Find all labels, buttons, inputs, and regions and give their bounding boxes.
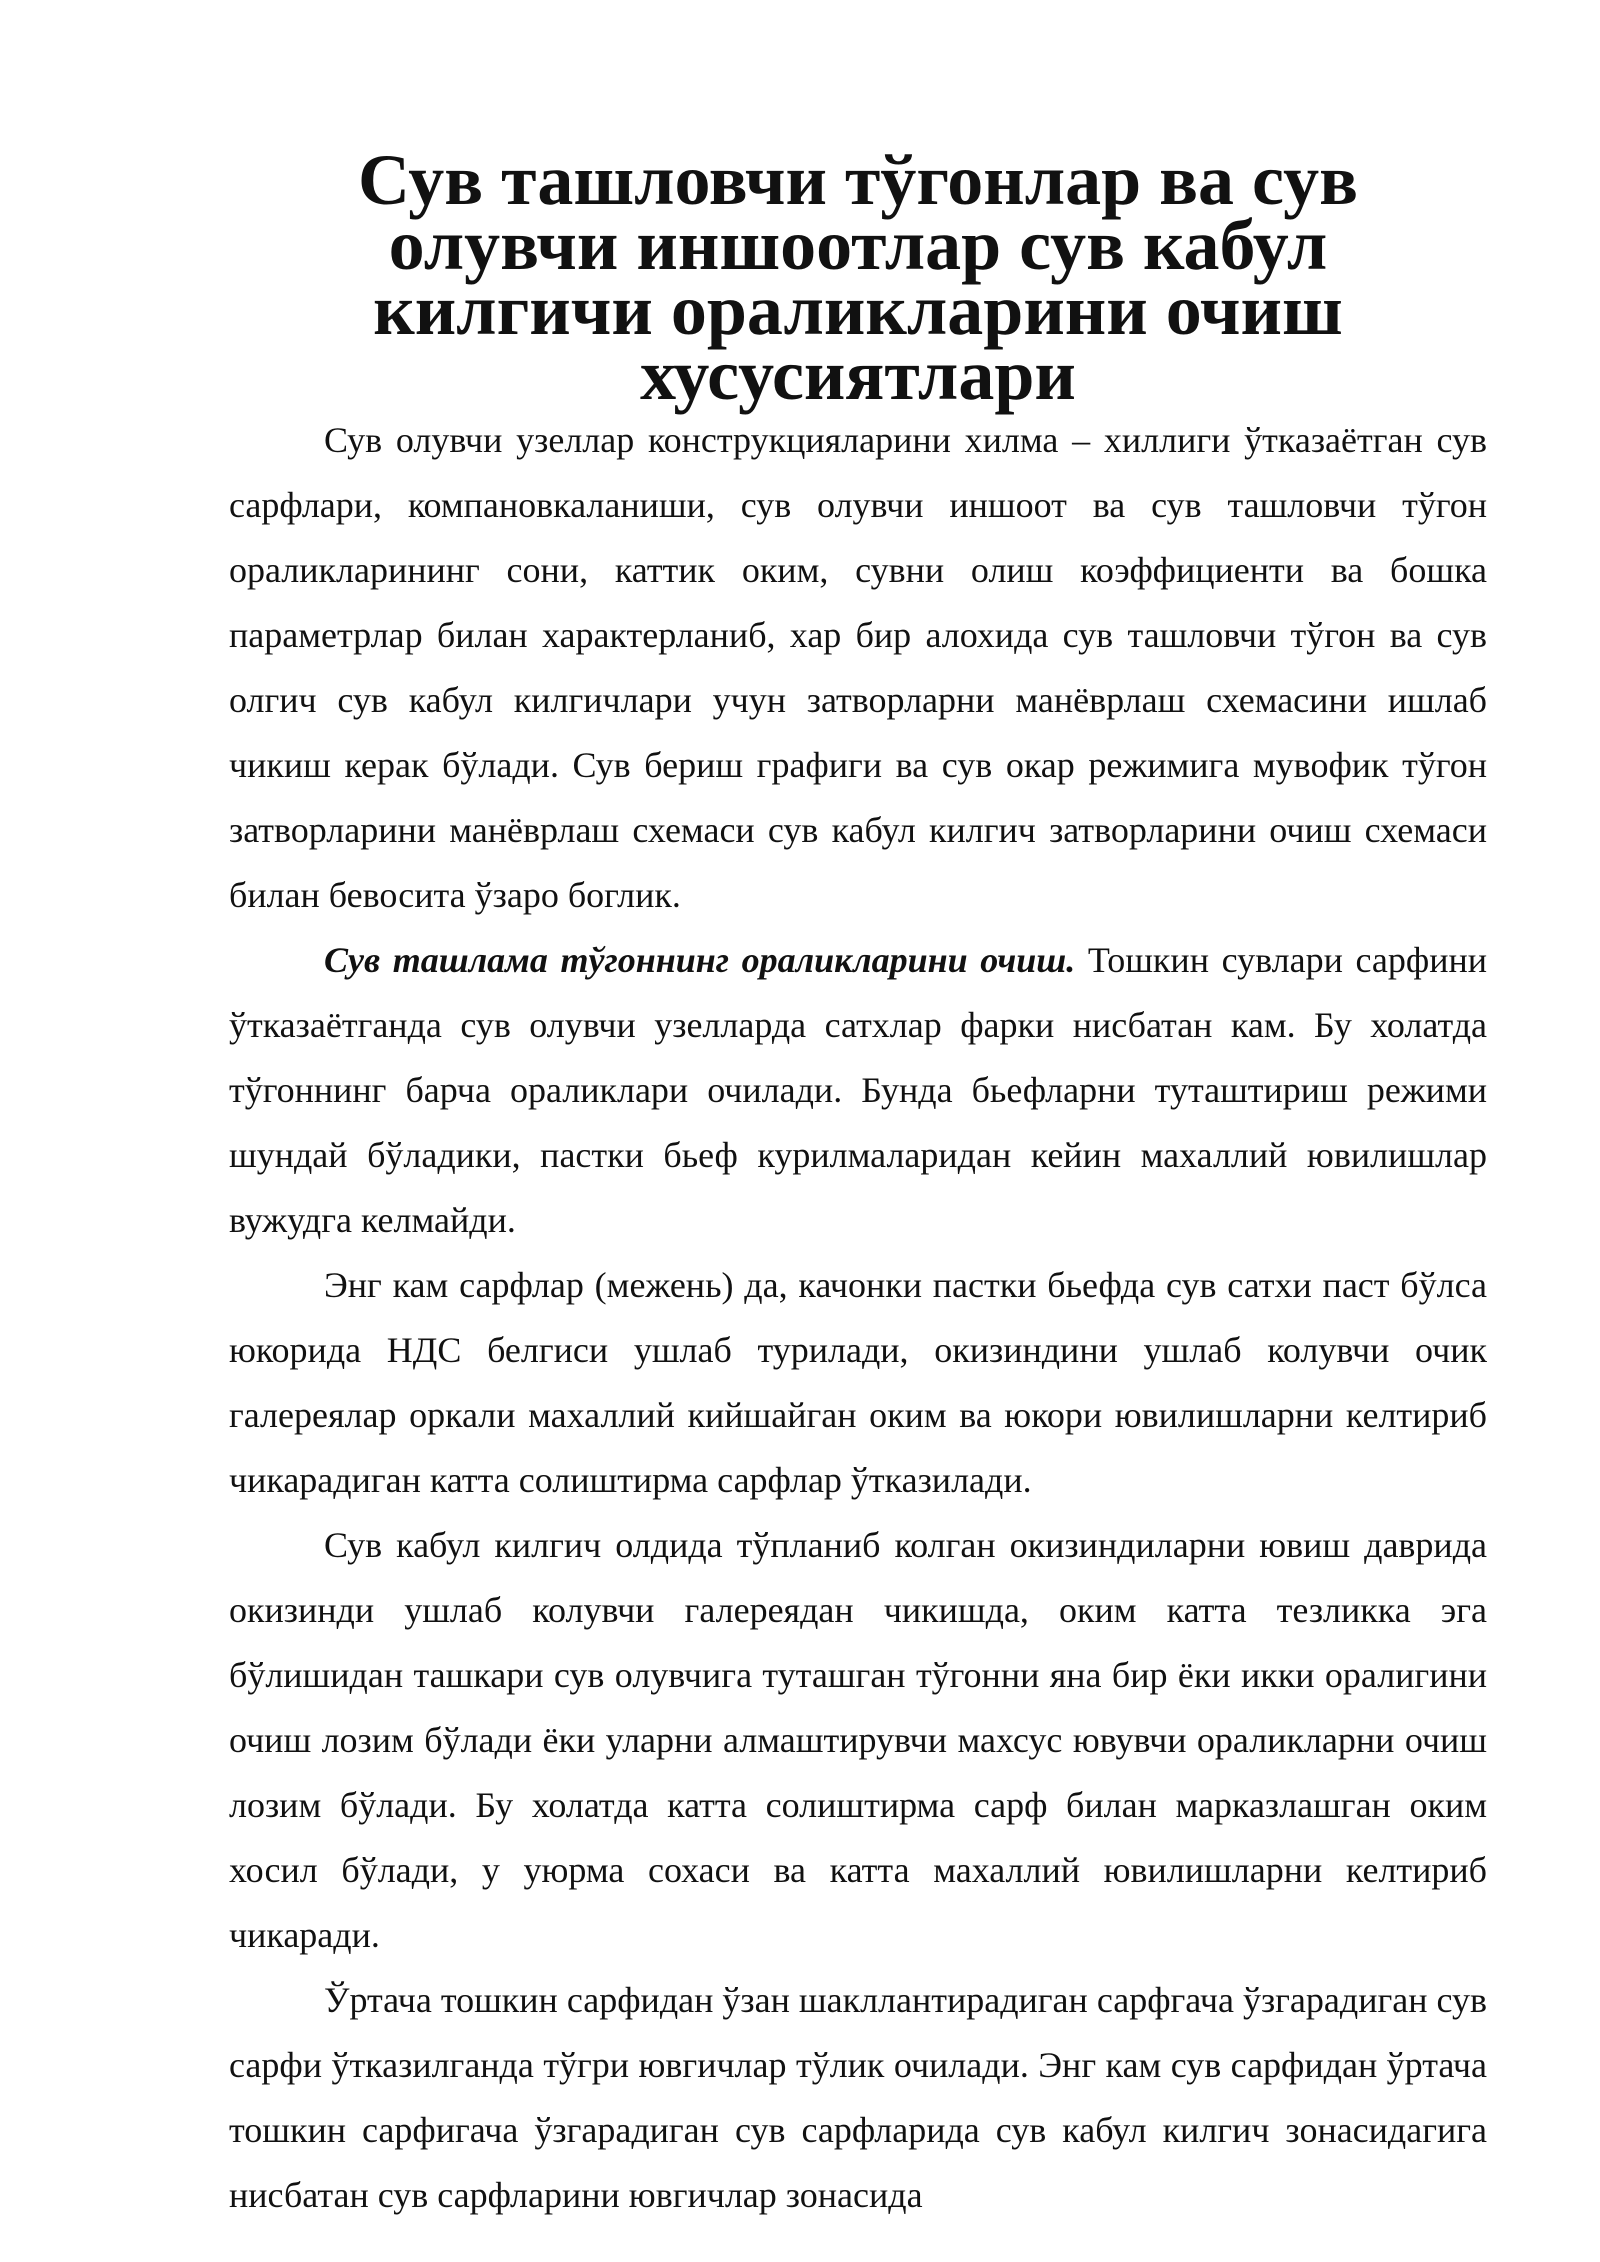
document-title: Сув ташловчи тўгонлар ва сув олувчи иншоотлар сув кабул килгичи ораликларини очиш хусусиятлари	[358, 140, 1358, 415]
paragraph-5-text: Ўртача тошкин сарфидан ўзан шакллантирадиган сарфгача ўзгарадиган сув сарфи ўтказилганда тўгри ювгичлар тўлик очилади. Энг кам сув сарфидан ўртача тошкин сарфигача ўзгарадиган сув сарфларида сув кабул килгич зонасидагига нисбатан сув сарфларини ювгичлар зонасида	[229, 1980, 1487, 2215]
paragraph-2-text: Тошкин сувлари сарфини ўтказаётганда сув олувчи узелларда сатхлар фарки нисбатан кам. Бу холатда тўгоннинг барча ораликлари очилади. Бунда бьефларни туташтириш режими шундай бўладики, пастки бьеф курилмаларидан кейин махаллий ювилишлар вужудга келмайди.	[229, 940, 1488, 1240]
paragraph-4	[229, 1513, 1487, 1968]
paragraph-3	[229, 1253, 1487, 1513]
paragraph-1	[229, 408, 1487, 928]
paragraph-4-text: Сув кабул килгич олдида тўпланиб колган окизиндиларни ювиш даврида окизинди ушлаб колувчи галереядан чикишда, оким катта тезликка эга бўлишидан ташкари сув олувчига туташган тўгонни яна бир ёки икки оралигини очиш лозим бўлади ёки уларни алмаштирувчи махсус ювувчи ораликларни очиш лозим бўлади. Бу холатда катта солиштирма сарф билан марказлашган оким хосил бўлади, у уюрма сохаси ва катта махаллий ювилишларни келтириб чикаради.	[229, 1525, 1487, 1955]
paragraph-2-lead: Сув ташлама тўгоннинг ораликларини очиш.	[324, 940, 1076, 980]
paragraph-3-text: Энг кам сарфлар (межень) да, качонки пастки бьефда сув сатхи паст бўлса юкорида НДС белгиси ушлаб турилади, окизиндини ушлаб колувчи очик галереялар оркали махаллий кийшайган оким ва юкори ювилишларни келтириб чикарадиган катта солиштирма сарфлар ўтказилади.	[229, 1265, 1487, 1500]
document-page	[229, 140, 1488, 2228]
paragraph-2	[229, 928, 1487, 1253]
paragraph-5	[229, 1968, 1487, 2228]
paragraph-1-text: Сув олувчи узеллар конструкцияларини хилма – хиллиги ўтказаётган сув сарфлари, компановкаланиши, сув олувчи иншоот ва сув ташловчи тўгон ораликларининг сони, каттик оким, сувни олиш коэффициенти ва бошка параметрлар билан характерланиб, хар бир алохида сув ташловчи тўгон ва сув олгич сув кабул килгичлари учун затворларни манёврлаш схемасини ишлаб чикиш керак бўлади. Сув бериш графиги ва сув окар режимига мувофик тўгон затворларини манёврлаш схемаси сув кабул килгич затворларини очиш схемаси билан бевосита ўзаро боглик.	[229, 420, 1487, 915]
